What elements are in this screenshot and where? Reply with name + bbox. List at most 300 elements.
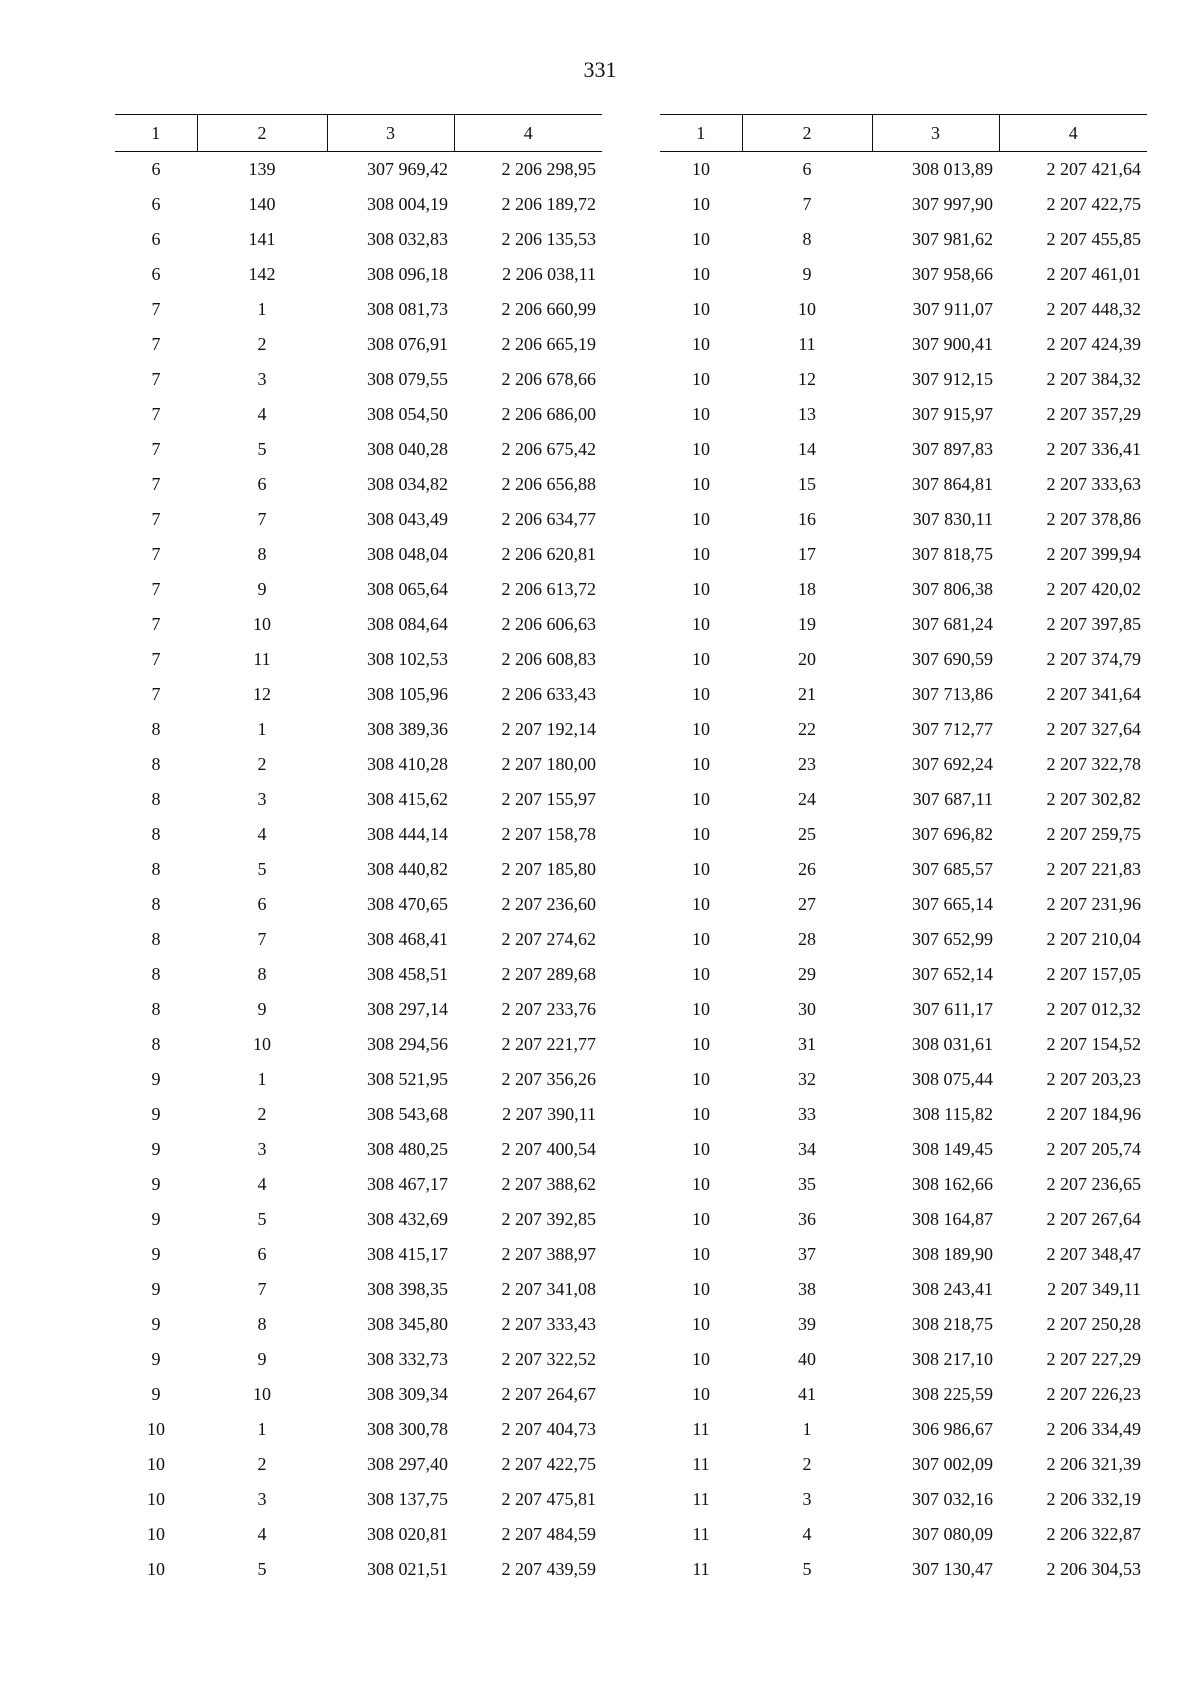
table-cell-col-3: 307 958,66: [912, 264, 993, 284]
table-cell-col-3: 307 915,97: [912, 404, 993, 424]
table-cell-col-4: 2 206 613,72: [501, 579, 596, 599]
table-row: [660, 1307, 1147, 1342]
table-row: [660, 817, 1147, 852]
table-row: [660, 1062, 1147, 1097]
table-cell-col-1: 10: [147, 1489, 165, 1509]
table-row: [115, 817, 602, 852]
table-cell-col-2: 7: [257, 1279, 267, 1299]
table-cell-col-3: 308 096,18: [367, 264, 448, 284]
table-cell-col-4: 2 207 327,64: [1046, 719, 1141, 739]
table-row: [660, 292, 1147, 327]
table-row: [660, 1482, 1147, 1517]
table-cell-col-1: 10: [692, 614, 710, 634]
table-cell-col-2: 9: [257, 999, 267, 1019]
table-cell-col-2: 3: [802, 1489, 812, 1509]
table-cell-col-2: 3: [257, 1139, 267, 1159]
table-cell-col-3: 308 084,64: [367, 614, 448, 634]
table-cell-col-2: 41: [798, 1384, 816, 1404]
table-cell-col-2: 12: [798, 369, 816, 389]
table-cell-col-3: 307 685,57: [912, 859, 993, 879]
table-row: [660, 712, 1147, 747]
table-cell-col-4: 2 207 392,85: [501, 1209, 596, 1229]
table-cell-col-3: 307 911,07: [912, 299, 993, 319]
table-cell-col-2: 21: [798, 684, 816, 704]
table-cell-col-3: 307 897,83: [912, 439, 993, 459]
table-cell-col-1: 9: [151, 1384, 161, 1404]
table-cell-col-1: 8: [151, 964, 161, 984]
table-cell-col-4: 2 206 660,99: [501, 299, 596, 319]
table-cell-col-3: 308 480,25: [367, 1139, 448, 1159]
table-cell-col-1: 10: [692, 789, 710, 809]
table-row: [660, 467, 1147, 502]
table-cell-col-4: 2 206 665,19: [501, 334, 596, 354]
table-cell-col-2: 10: [798, 299, 816, 319]
table-cell-col-4: 2 207 250,28: [1046, 1314, 1141, 1334]
table-cell-col-1: 10: [692, 1384, 710, 1404]
table-cell-col-4: 2 207 455,85: [1046, 229, 1141, 249]
table-cell-col-3: 307 665,14: [912, 894, 993, 914]
table-cell-col-4: 2 207 236,65: [1046, 1174, 1141, 1194]
table-cell-col-3: 308 081,73: [367, 299, 448, 319]
table-cell-col-4: 2 207 227,29: [1046, 1349, 1141, 1369]
table-cell-col-1: 11: [692, 1454, 710, 1474]
table-cell-col-3: 308 164,87: [912, 1209, 993, 1229]
table-header-row: [115, 115, 602, 152]
table-row: [660, 1447, 1147, 1482]
table-cell-col-2: 9: [257, 579, 267, 599]
table-cell-col-1: 10: [692, 1069, 710, 1089]
table-cell-col-3: 307 696,82: [912, 824, 993, 844]
table-cell-col-3: 308 020,81: [367, 1524, 448, 1544]
table-cell-col-1: 7: [151, 614, 161, 634]
table-cell-col-1: 10: [692, 229, 710, 249]
table-row: [115, 257, 602, 292]
table-cell-col-3: 308 137,75: [367, 1489, 448, 1509]
table-row: [115, 992, 602, 1027]
column-header-2: 2: [742, 115, 872, 152]
table-row: [660, 1237, 1147, 1272]
table-cell-col-1: 8: [151, 859, 161, 879]
table-row: [115, 152, 602, 188]
table-cell-col-4: 2 207 264,67: [501, 1384, 596, 1404]
column-header-2: 2: [197, 115, 327, 152]
table-cell-col-4: 2 206 332,19: [1046, 1489, 1141, 1509]
table-cell-col-4: 2 207 322,52: [501, 1349, 596, 1369]
table-cell-col-2: 12: [253, 684, 271, 704]
table-cell-col-1: 10: [692, 999, 710, 1019]
table-cell-col-2: 7: [802, 194, 812, 214]
table-cell-col-4: 2 207 274,62: [501, 929, 596, 949]
table-cell-col-1: 10: [692, 544, 710, 564]
table-cell-col-4: 2 207 349,11: [1047, 1279, 1141, 1299]
table-cell-col-1: 10: [692, 404, 710, 424]
table-cell-col-1: 11: [692, 1559, 710, 1579]
table-cell-col-1: 10: [692, 1034, 710, 1054]
table-cell-col-1: 10: [692, 859, 710, 879]
table-row: [115, 292, 602, 327]
table-cell-col-3: 307 912,15: [912, 369, 993, 389]
table-row: [115, 1272, 602, 1307]
table-row: [660, 222, 1147, 257]
table-cell-col-3: 307 830,11: [912, 509, 993, 529]
table-cell-col-1: 8: [151, 754, 161, 774]
table-cell-col-2: 28: [798, 929, 816, 949]
table-row: [660, 397, 1147, 432]
table-cell-col-4: 2 207 424,39: [1046, 334, 1141, 354]
table-cell-col-1: 10: [147, 1419, 165, 1439]
table-cell-col-2: 14: [798, 439, 816, 459]
table-cell-col-4: 2 207 289,68: [501, 964, 596, 984]
table-cell-col-3: 308 076,91: [367, 334, 448, 354]
table-cell-col-4: 2 207 422,75: [1046, 194, 1141, 214]
table-cell-col-3: 308 444,14: [367, 824, 448, 844]
table-cell-col-3: 308 065,64: [367, 579, 448, 599]
table-row: [660, 1132, 1147, 1167]
column-header-4: 4: [999, 115, 1147, 152]
table-cell-col-4: 2 207 333,63: [1046, 474, 1141, 494]
table-cell-col-2: 1: [257, 1419, 267, 1439]
table-cell-col-3: 308 332,73: [367, 1349, 448, 1369]
table-cell-col-3: 307 080,09: [912, 1524, 993, 1544]
table-cell-col-4: 2 207 012,32: [1046, 999, 1141, 1019]
table-row: [660, 1552, 1147, 1587]
table-row: [115, 1342, 602, 1377]
table-cell-col-4: 2 207 388,97: [501, 1244, 596, 1264]
table-cell-col-3: 307 130,47: [912, 1559, 993, 1579]
table-row: [660, 957, 1147, 992]
table-cell-col-4: 2 206 304,53: [1046, 1559, 1141, 1579]
table-row: [115, 1027, 602, 1062]
table-row: [115, 432, 602, 467]
table-cell-col-3: 307 981,62: [912, 229, 993, 249]
table-row: [660, 747, 1147, 782]
table-row: [115, 1237, 602, 1272]
table-cell-col-3: 308 467,17: [367, 1174, 448, 1194]
table-cell-col-1: 9: [151, 1349, 161, 1369]
table-cell-col-3: 307 690,59: [912, 649, 993, 669]
table-cell-col-3: 308 217,10: [912, 1349, 993, 1369]
table-cell-col-1: 10: [692, 1279, 710, 1299]
table-cell-col-2: 38: [798, 1279, 816, 1299]
table-cell-col-1: 8: [151, 894, 161, 914]
table-cell-col-4: 2 207 205,74: [1046, 1139, 1141, 1159]
table-cell-col-1: 10: [692, 159, 710, 179]
table-cell-col-4: 2 207 448,32: [1046, 299, 1141, 319]
table-cell-col-1: 6: [151, 159, 161, 179]
table-row: [115, 782, 602, 817]
table-row: [660, 362, 1147, 397]
table-row: [660, 1377, 1147, 1412]
table-row: [115, 887, 602, 922]
table-cell-col-1: 7: [151, 439, 161, 459]
table-cell-col-1: 10: [147, 1559, 165, 1579]
table-cell-col-2: 8: [257, 1314, 267, 1334]
table-cell-col-3: 307 687,11: [912, 789, 993, 809]
table-cell-col-4: 2 207 397,85: [1046, 614, 1141, 634]
table-row: [115, 1132, 602, 1167]
table-cell-col-1: 8: [151, 1034, 161, 1054]
table-cell-col-3: 308 243,41: [912, 1279, 993, 1299]
table-cell-col-1: 10: [692, 719, 710, 739]
table-cell-col-1: 7: [151, 684, 161, 704]
table-cell-col-1: 7: [151, 404, 161, 424]
table-cell-col-1: 10: [692, 474, 710, 494]
table-row: [115, 642, 602, 677]
table-cell-col-3: 307 032,16: [912, 1489, 993, 1509]
table-cell-col-2: 7: [257, 929, 267, 949]
table-cell-col-2: 9: [257, 1349, 267, 1369]
table-cell-col-3: 307 002,09: [912, 1454, 993, 1474]
column-header-3: 3: [872, 115, 999, 152]
table-cell-col-3: 308 032,83: [367, 229, 448, 249]
table-cell-col-3: 308 297,40: [367, 1454, 448, 1474]
table-cell-col-2: 2: [257, 334, 267, 354]
table-cell-col-3: 308 297,14: [367, 999, 448, 1019]
table-cell-col-3: 307 652,99: [912, 929, 993, 949]
table-cell-col-1: 10: [147, 1454, 165, 1474]
table-row: [115, 922, 602, 957]
table-cell-col-1: 10: [692, 1174, 710, 1194]
table-cell-col-3: 307 900,41: [912, 334, 993, 354]
table-cell-col-2: 140: [248, 194, 276, 214]
table-cell-col-4: 2 206 038,11: [502, 264, 596, 284]
column-header-4: 4: [454, 115, 602, 152]
table-cell-col-3: 308 470,65: [367, 894, 448, 914]
table-cell-col-3: 308 102,53: [367, 649, 448, 669]
table-row: [115, 1412, 602, 1447]
table-header-row: [660, 115, 1147, 152]
table-cell-col-2: 10: [253, 614, 271, 634]
table-row: [115, 1517, 602, 1552]
table-cell-col-3: 308 432,69: [367, 1209, 448, 1229]
table-row: [660, 537, 1147, 572]
table-cell-col-1: 8: [151, 929, 161, 949]
table-cell-col-1: 10: [147, 1524, 165, 1544]
table-cell-col-2: 40: [798, 1349, 816, 1369]
table-cell-col-3: 308 410,28: [367, 754, 448, 774]
table-cell-col-2: 10: [253, 1034, 271, 1054]
table-cell-col-3: 308 225,59: [912, 1384, 993, 1404]
table-cell-col-1: 10: [692, 1314, 710, 1334]
table-cell-col-2: 32: [798, 1069, 816, 1089]
table-cell-col-3: 308 054,50: [367, 404, 448, 424]
table-row: [115, 852, 602, 887]
table-cell-col-1: 9: [151, 1314, 161, 1334]
table-row: [660, 1097, 1147, 1132]
table-row: [115, 1202, 602, 1237]
table-cell-col-4: 2 207 439,59: [501, 1559, 596, 1579]
table-row: [660, 607, 1147, 642]
table-row: [660, 257, 1147, 292]
table-cell-col-2: 3: [257, 369, 267, 389]
table-cell-col-2: 8: [802, 229, 812, 249]
table-cell-col-2: 13: [798, 404, 816, 424]
table-cell-col-1: 9: [151, 1209, 161, 1229]
table-cell-col-1: 11: [692, 1419, 710, 1439]
table-cell-col-3: 308 189,90: [912, 1244, 993, 1264]
table-cell-col-3: 308 468,41: [367, 929, 448, 949]
table-cell-col-4: 2 206 633,43: [501, 684, 596, 704]
table-cell-col-4: 2 207 484,59: [501, 1524, 596, 1544]
table-cell-col-3: 307 997,90: [912, 194, 993, 214]
table-cell-col-1: 11: [692, 1489, 710, 1509]
table-cell-col-2: 3: [257, 1489, 267, 1509]
table-row: [660, 922, 1147, 957]
table-cell-col-3: 308 309,34: [367, 1384, 448, 1404]
table-cell-col-2: 3: [257, 789, 267, 809]
table-cell-col-2: 6: [257, 1244, 267, 1264]
table-cell-col-4: 2 207 155,97: [501, 789, 596, 809]
table-cell-col-2: 1: [257, 1069, 267, 1089]
table-row: [660, 782, 1147, 817]
table-cell-col-4: 2 206 322,87: [1046, 1524, 1141, 1544]
table-cell-col-2: 142: [248, 264, 276, 284]
table-cell-col-2: 27: [798, 894, 816, 914]
table-cell-col-4: 2 207 203,23: [1046, 1069, 1141, 1089]
table-row: [660, 1272, 1147, 1307]
table-cell-col-3: 308 031,61: [912, 1034, 993, 1054]
table-cell-col-4: 2 207 374,79: [1046, 649, 1141, 669]
table-cell-col-3: 307 818,75: [912, 544, 993, 564]
table-cell-col-2: 24: [798, 789, 816, 809]
table-cell-col-3: 308 415,17: [367, 1244, 448, 1264]
table-cell-col-4: 2 206 656,88: [501, 474, 596, 494]
table-cell-col-3: 308 162,66: [912, 1174, 993, 1194]
table-cell-col-2: 6: [802, 159, 812, 179]
table-cell-col-3: 308 300,78: [367, 1419, 448, 1439]
table-cell-col-3: 308 440,82: [367, 859, 448, 879]
table-cell-col-1: 7: [151, 334, 161, 354]
table-cell-col-2: 2: [802, 1454, 812, 1474]
table-cell-col-1: 7: [151, 544, 161, 564]
table-row: [115, 187, 602, 222]
table-cell-col-3: 307 806,38: [912, 579, 993, 599]
table-cell-col-4: 2 207 384,32: [1046, 369, 1141, 389]
table-cell-col-4: 2 206 334,49: [1046, 1419, 1141, 1439]
table-cell-col-1: 11: [692, 1524, 710, 1544]
table-cell-col-3: 308 043,49: [367, 509, 448, 529]
table-cell-col-1: 10: [692, 194, 710, 214]
table-cell-col-2: 2: [257, 754, 267, 774]
table-cell-col-2: 139: [248, 159, 276, 179]
table-cell-col-4: 2 206 686,00: [501, 404, 596, 424]
table-cell-col-4: 2 207 461,01: [1046, 264, 1141, 284]
table-cell-col-2: 34: [798, 1139, 816, 1159]
table-cell-col-3: 308 004,19: [367, 194, 448, 214]
table-row: [660, 502, 1147, 537]
table-cell-col-4: 2 206 620,81: [501, 544, 596, 564]
table-cell-col-1: 7: [151, 649, 161, 669]
table-cell-col-4: 2 207 231,96: [1046, 894, 1141, 914]
table-cell-col-3: 307 652,14: [912, 964, 993, 984]
table-cell-col-4: 2 207 236,60: [501, 894, 596, 914]
table-cell-col-4: 2 206 675,42: [501, 439, 596, 459]
table-cell-col-3: 308 079,55: [367, 369, 448, 389]
table-cell-col-4: 2 207 184,96: [1046, 1104, 1141, 1124]
table-cell-col-1: 8: [151, 789, 161, 809]
table-row: [660, 677, 1147, 712]
table-row: [115, 1097, 602, 1132]
table-cell-col-3: 307 969,42: [367, 159, 448, 179]
table-cell-col-3: 308 075,44: [912, 1069, 993, 1089]
table-cell-col-2: 37: [798, 1244, 816, 1264]
table-cell-col-1: 9: [151, 1139, 161, 1159]
table-row: [115, 397, 602, 432]
column-header-1: 1: [115, 115, 197, 152]
table-cell-col-4: 2 207 180,00: [501, 754, 596, 774]
table-cell-col-2: 4: [257, 1524, 267, 1544]
table-row: [115, 607, 602, 642]
table-cell-col-2: 4: [257, 1174, 267, 1194]
table-cell-col-4: 2 207 341,64: [1046, 684, 1141, 704]
table-cell-col-4: 2 207 226,23: [1046, 1384, 1141, 1404]
table-cell-col-4: 2 207 420,02: [1046, 579, 1141, 599]
table-cell-col-4: 2 207 158,78: [501, 824, 596, 844]
table-cell-col-1: 10: [692, 439, 710, 459]
table-cell-col-4: 2 206 608,83: [501, 649, 596, 669]
table-row: [115, 1552, 602, 1587]
table-cell-col-3: 307 864,81: [912, 474, 993, 494]
table-row: [660, 852, 1147, 887]
table-cell-col-3: 308 048,04: [367, 544, 448, 564]
table-cell-col-2: 36: [798, 1209, 816, 1229]
table-row: [115, 677, 602, 712]
table-cell-col-3: 308 105,96: [367, 684, 448, 704]
table-cell-col-2: 35: [798, 1174, 816, 1194]
table-cell-col-4: 2 207 390,11: [502, 1104, 596, 1124]
table-cell-col-2: 17: [798, 544, 816, 564]
table-row: [660, 327, 1147, 362]
table-cell-col-2: 22: [798, 719, 816, 739]
table-cell-col-1: 9: [151, 1279, 161, 1299]
table-cell-col-4: 2 207 399,94: [1046, 544, 1141, 564]
table-cell-col-1: 10: [692, 509, 710, 529]
table-cell-col-1: 10: [692, 894, 710, 914]
table-cell-col-4: 2 206 634,77: [501, 509, 596, 529]
table-cell-col-4: 2 207 404,73: [501, 1419, 596, 1439]
table-cell-col-2: 25: [798, 824, 816, 844]
table-cell-col-1: 10: [692, 299, 710, 319]
table-cell-col-3: 308 415,62: [367, 789, 448, 809]
table-cell-col-2: 4: [802, 1524, 812, 1544]
table-row: [115, 1447, 602, 1482]
table-row: [660, 432, 1147, 467]
table-cell-col-1: 10: [692, 684, 710, 704]
table-cell-col-3: 308 294,56: [367, 1034, 448, 1054]
table-cell-col-2: 9: [802, 264, 812, 284]
table-cell-col-1: 7: [151, 579, 161, 599]
table-cell-col-1: 9: [151, 1174, 161, 1194]
table-cell-col-1: 10: [692, 1349, 710, 1369]
table-cell-col-2: 18: [798, 579, 816, 599]
table-cell-col-3: 308 040,28: [367, 439, 448, 459]
table-cell-col-2: 19: [798, 614, 816, 634]
table-cell-col-1: 9: [151, 1104, 161, 1124]
table-cell-col-1: 6: [151, 229, 161, 249]
table-cell-col-2: 2: [257, 1454, 267, 1474]
table-cell-col-1: 10: [692, 824, 710, 844]
table-row: [660, 187, 1147, 222]
table-cell-col-3: 308 389,36: [367, 719, 448, 739]
table-row: [115, 1307, 602, 1342]
table-cell-col-2: 11: [253, 649, 271, 669]
table-cell-col-4: 2 207 302,82: [1046, 789, 1141, 809]
table-cell-col-4: 2 206 189,72: [501, 194, 596, 214]
table-row: [115, 957, 602, 992]
table-cell-col-4: 2 207 210,04: [1046, 929, 1141, 949]
table-cell-col-1: 10: [692, 929, 710, 949]
table-cell-col-2: 2: [257, 1104, 267, 1124]
